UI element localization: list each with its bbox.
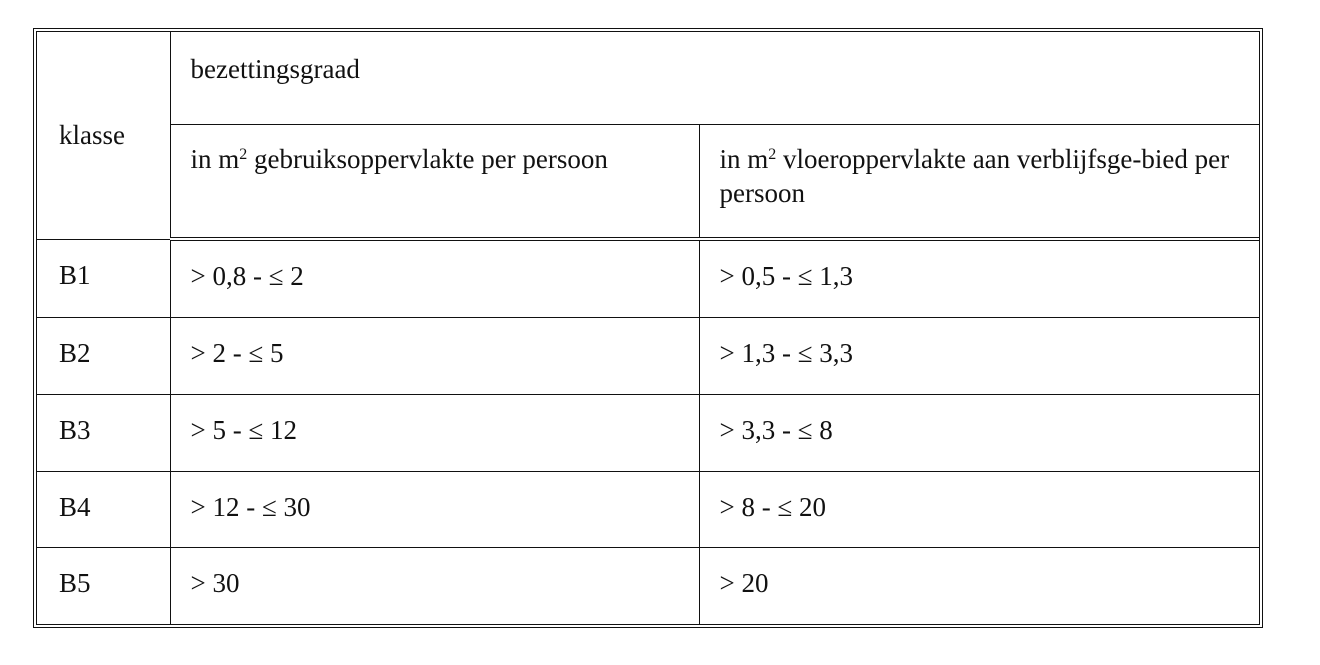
vloer-header <box>700 125 1260 210</box>
gebruik-header-prefix: in m <box>190 143 240 174</box>
klasse-header-cell <box>37 32 170 239</box>
header-row-group <box>37 32 1259 124</box>
vloer-cell <box>699 239 1259 318</box>
klasse-value: B3 <box>59 415 91 446</box>
bezettingsgraad-header: bezettingsgraad <box>190 54 360 84</box>
vloer-header-cell <box>699 124 1259 239</box>
vloer-value: > 20 <box>719 568 769 599</box>
table-row <box>37 239 1259 318</box>
klasse-value: B1 <box>59 259 91 290</box>
klasse-cell <box>37 239 170 318</box>
vloer-cell <box>699 318 1259 395</box>
vloer-cell <box>699 395 1259 472</box>
gebruik-header <box>171 125 699 176</box>
klasse-cell <box>37 548 170 624</box>
gebruik-value: > 0,8 - ≤ 2 <box>190 261 304 291</box>
table-row <box>37 395 1259 472</box>
vloer-value: > 3,3 - ≤ 8 <box>719 415 833 446</box>
vloer-value: > 0,5 - ≤ 1,3 <box>719 261 854 291</box>
klasse-cell <box>37 318 170 395</box>
klasse-value: B5 <box>59 568 91 599</box>
bezettingsgraad-header-cell <box>170 32 1259 124</box>
gebruik-value: > 5 - ≤ 12 <box>190 415 298 446</box>
gebruik-cell <box>170 318 699 395</box>
table-row <box>37 548 1259 624</box>
gebruik-header-sup: 2 <box>239 145 248 163</box>
gebruik-value: > 30 <box>190 568 240 599</box>
gebruik-cell <box>170 395 699 472</box>
header-row-sub <box>37 124 1259 239</box>
vloer-value: > 8 - ≤ 20 <box>719 491 827 522</box>
gebruik-header-suffix: gebruiksoppervlakte per persoon <box>247 143 608 174</box>
occupancy-table-grid <box>37 32 1259 624</box>
klasse-header: klasse <box>59 120 125 151</box>
gebruik-cell <box>170 471 699 548</box>
vloer-header-suffix: vloeroppervlakte aan verblijfsge-bied per persoon <box>719 143 1230 208</box>
gebruik-value: > 2 - ≤ 5 <box>190 338 284 369</box>
gebruik-cell <box>170 239 699 318</box>
gebruik-value: > 12 - ≤ 30 <box>190 491 311 522</box>
klasse-cell <box>37 395 170 472</box>
vloer-cell <box>699 471 1259 548</box>
klasse-value: B2 <box>59 338 91 369</box>
vloer-cell <box>699 548 1259 624</box>
occupancy-table <box>33 28 1263 628</box>
vloer-header-sup: 2 <box>768 145 777 163</box>
vloer-value: > 1,3 - ≤ 3,3 <box>719 338 854 369</box>
gebruik-cell <box>170 548 699 624</box>
gebruik-header-cell <box>170 124 699 239</box>
klasse-value: B4 <box>59 491 91 522</box>
vloer-header-prefix: in m <box>719 143 769 174</box>
table-row <box>37 318 1259 395</box>
klasse-cell <box>37 471 170 548</box>
table-row <box>37 471 1259 548</box>
